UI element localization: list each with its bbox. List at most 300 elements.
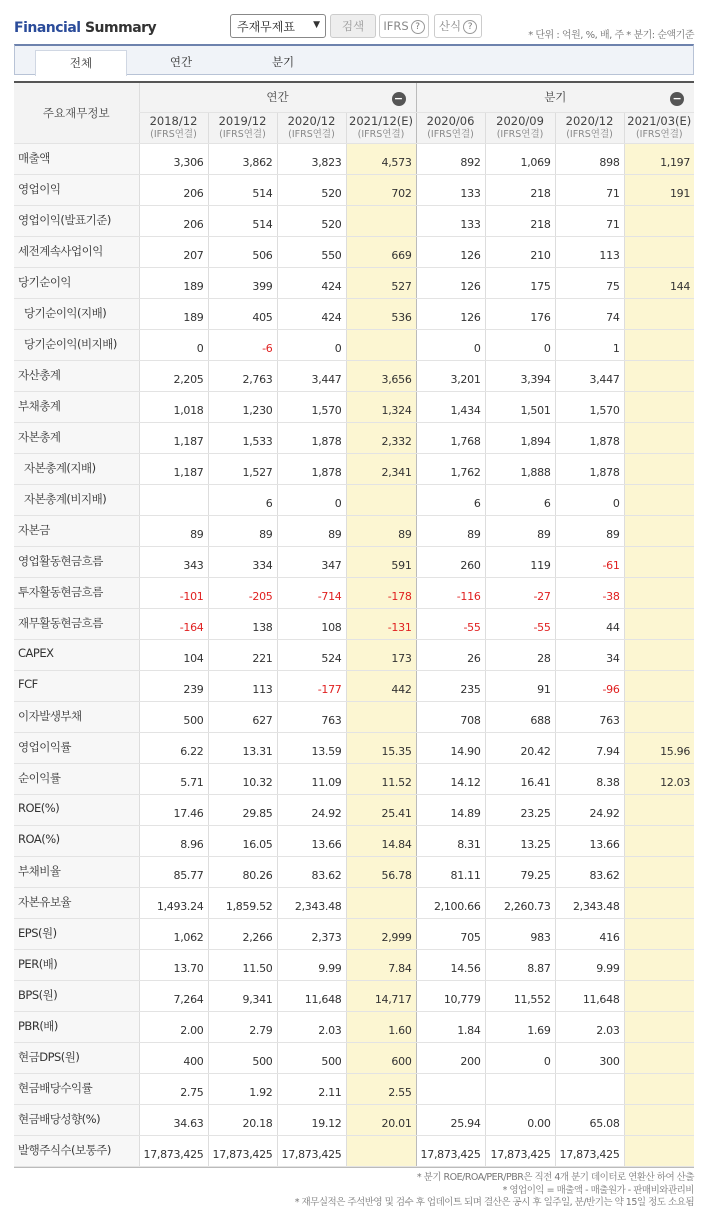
table-cell: 500 (139, 701, 208, 732)
ifrs-label: IFRS (383, 19, 409, 33)
table-cell: 17,873,425 (139, 1135, 208, 1166)
table-cell: 627 (208, 701, 277, 732)
row-label: 영업이익 (14, 174, 139, 205)
column-basis: (IFRS연결) (219, 128, 266, 140)
table-row (14, 608, 694, 639)
row-label: 발행주식수(보통주) (14, 1135, 139, 1166)
table-cell: 6 (416, 484, 485, 515)
table-cell: 536 (346, 298, 416, 329)
table-row (14, 732, 694, 763)
table-cell (346, 887, 416, 918)
table-cell: 343 (139, 546, 208, 577)
table-cell: -714 (277, 577, 346, 608)
period-tabs (14, 44, 694, 75)
table-cell: 1,324 (346, 391, 416, 422)
table-cell: 8.38 (555, 763, 624, 794)
table-cell: 11,648 (277, 980, 346, 1011)
table-row (14, 422, 694, 453)
table-cell: 8.96 (139, 825, 208, 856)
table-cell (624, 1104, 694, 1135)
table-row (14, 856, 694, 887)
summary-header (14, 14, 694, 44)
table-cell: 15.96 (624, 732, 694, 763)
ifrs-help-button[interactable] (379, 14, 429, 38)
table-cell: 705 (416, 918, 485, 949)
table-cell: 1,533 (208, 422, 277, 453)
table-cell: 1,768 (416, 422, 485, 453)
table-cell: 19.12 (277, 1104, 346, 1135)
column-header (416, 112, 485, 143)
table-cell: 89 (416, 515, 485, 546)
table-cell (624, 825, 694, 856)
table-cell: 2,205 (139, 360, 208, 391)
row-label: 순이익률 (14, 763, 139, 794)
table-cell: -38 (555, 577, 624, 608)
table-cell: 500 (208, 1042, 277, 1073)
table-cell: 24.92 (277, 794, 346, 825)
table-cell: -164 (139, 608, 208, 639)
table-cell: 514 (208, 205, 277, 236)
table-cell: 524 (277, 639, 346, 670)
table-cell (624, 205, 694, 236)
table-cell: 1,018 (139, 391, 208, 422)
table-cell (624, 1073, 694, 1104)
column-period: 2020/12 (287, 113, 336, 128)
table-cell: 80.26 (208, 856, 277, 887)
row-label: FCF (14, 670, 139, 701)
row-label: 당기순이익 (14, 267, 139, 298)
statement-select-value: 주재무제표 (237, 20, 295, 34)
table-cell: 9.99 (555, 949, 624, 980)
table-cell: 24.92 (555, 794, 624, 825)
table-cell: 1,878 (555, 453, 624, 484)
table-cell: 91 (485, 670, 555, 701)
table-cell: 3,201 (416, 360, 485, 391)
table-cell: 74 (555, 298, 624, 329)
tab-quarterly[interactable]: 분기 (271, 55, 295, 69)
table-cell: 89 (139, 515, 208, 546)
table-row (14, 205, 694, 236)
table-cell: 14.12 (416, 763, 485, 794)
column-basis: (IFRS연결) (496, 128, 544, 140)
table-cell: 17,873,425 (485, 1135, 555, 1166)
table-cell: 2.75 (139, 1073, 208, 1104)
table-cell: 11,552 (485, 980, 555, 1011)
table-cell: 1,570 (555, 391, 624, 422)
table-cell (624, 980, 694, 1011)
column-period: 2019/12 (218, 113, 267, 128)
table-cell: 2,260.73 (485, 887, 555, 918)
table-row (14, 546, 694, 577)
column-header (346, 112, 416, 143)
table-cell: 0 (139, 329, 208, 360)
table-cell: 3,447 (555, 360, 624, 391)
table-cell (624, 1011, 694, 1042)
column-header (485, 112, 555, 143)
table-cell: 424 (277, 298, 346, 329)
row-label: 현금DPS(원) (14, 1042, 139, 1073)
table-cell: 0.00 (485, 1104, 555, 1135)
table-cell: 221 (208, 639, 277, 670)
table-row (14, 577, 694, 608)
table-row (14, 825, 694, 856)
table-cell: 189 (139, 298, 208, 329)
table-cell: 71 (555, 205, 624, 236)
table-cell: -55 (416, 608, 485, 639)
table-cell: 17,873,425 (208, 1135, 277, 1166)
table-row (14, 1042, 694, 1073)
collapse-quarter-icon[interactable]: − (670, 92, 684, 106)
table-cell: 28 (485, 639, 555, 670)
table-cell: 17,873,425 (277, 1135, 346, 1166)
column-period: 2021/12(E) (349, 113, 414, 128)
column-basis: (IFRS연결) (566, 128, 613, 140)
table-cell: 85.77 (139, 856, 208, 887)
row-label: CAPEX (14, 639, 139, 670)
table-cell (624, 391, 694, 422)
table-row (14, 887, 694, 918)
table-cell: 2,373 (277, 918, 346, 949)
table-cell: 2.03 (555, 1011, 624, 1042)
table-cell: 16.41 (485, 763, 555, 794)
row-label: 당기순이익(비지배) (14, 329, 139, 360)
column-period: 2020/06 (426, 113, 475, 128)
table-cell: 399 (208, 267, 277, 298)
table-cell: 1,434 (416, 391, 485, 422)
table-cell: 144 (624, 267, 694, 298)
table-cell: 3,656 (346, 360, 416, 391)
collapse-annual-icon[interactable]: − (392, 92, 406, 106)
table-cell: 1.84 (416, 1011, 485, 1042)
table-cell: 1 (555, 329, 624, 360)
table-row (14, 794, 694, 825)
row-label: 부채총계 (14, 391, 139, 422)
table-row (14, 1073, 694, 1104)
annual-label: 연간 (266, 90, 289, 105)
table-cell: 8.31 (416, 825, 485, 856)
table-cell: 2.00 (139, 1011, 208, 1042)
formula-help-button[interactable] (434, 14, 482, 38)
table-row (14, 391, 694, 422)
table-cell: 300 (555, 1042, 624, 1073)
table-cell: 2.03 (277, 1011, 346, 1042)
table-cell (624, 856, 694, 887)
table-cell: 1,197 (624, 143, 694, 174)
table-cell: 3,862 (208, 143, 277, 174)
table-row (14, 639, 694, 670)
footnote: * 분기 ROE/ROA/PER/PBR은 직전 4개 분기 데이터로 연환산 하여 산출 (416, 1172, 694, 1183)
table-cell: 0 (555, 484, 624, 515)
table-cell (346, 701, 416, 732)
row-label: 자본총계 (14, 422, 139, 453)
column-header (555, 112, 624, 143)
table-cell: 708 (416, 701, 485, 732)
table-cell: 0 (485, 329, 555, 360)
financial-summary-table (14, 81, 694, 1167)
table-cell: 13.66 (277, 825, 346, 856)
table-cell: 2,343.48 (277, 887, 346, 918)
title-summary: Summary (84, 20, 157, 36)
table-cell: -55 (485, 608, 555, 639)
table-cell: 3,306 (139, 143, 208, 174)
table-cell: 1,493.24 (139, 887, 208, 918)
table-cell: 1,501 (485, 391, 555, 422)
row-label: 영업활동현금흐름 (14, 546, 139, 577)
table-cell: 25.94 (416, 1104, 485, 1135)
divider (14, 1167, 694, 1168)
table-cell: 6 (208, 484, 277, 515)
table-cell: 89 (555, 515, 624, 546)
row-label: 영업이익률 (14, 732, 139, 763)
statement-select[interactable] (230, 14, 326, 38)
table-cell: -61 (555, 546, 624, 577)
table-cell: 10.32 (208, 763, 277, 794)
column-basis: (IFRS연결) (635, 128, 683, 140)
table-cell: 520 (277, 205, 346, 236)
corner-label: 주요재무정보 (14, 82, 139, 143)
table-cell: 2,341 (346, 453, 416, 484)
table-cell: 14.84 (346, 825, 416, 856)
table-cell: 14.56 (416, 949, 485, 980)
row-label: 자본금 (14, 515, 139, 546)
table-cell (485, 1073, 555, 1104)
table-cell: 89 (485, 515, 555, 546)
table-cell: 138 (208, 608, 277, 639)
table-cell: -6 (208, 329, 277, 360)
table-cell: 1,527 (208, 453, 277, 484)
table-cell (624, 887, 694, 918)
table-cell: 12.03 (624, 763, 694, 794)
table-cell: 763 (277, 701, 346, 732)
row-label: 세전계속사업이익 (14, 236, 139, 267)
table-cell: 89 (208, 515, 277, 546)
table-cell: 176 (485, 298, 555, 329)
table-cell: 108 (277, 608, 346, 639)
table-cell: 9.99 (277, 949, 346, 980)
table-cell: 400 (139, 1042, 208, 1073)
table-cell: 2,100.66 (416, 887, 485, 918)
table-cell (624, 577, 694, 608)
table-cell: 763 (555, 701, 624, 732)
table-row (14, 453, 694, 484)
table-cell: 17,873,425 (416, 1135, 485, 1166)
table-cell: 2,763 (208, 360, 277, 391)
table-cell: 1,878 (555, 422, 624, 453)
table-cell: 405 (208, 298, 277, 329)
table-cell: 1.69 (485, 1011, 555, 1042)
table-cell: 56.78 (346, 856, 416, 887)
column-header (624, 112, 694, 143)
table-cell: 550 (277, 236, 346, 267)
question-icon: ? (463, 20, 477, 34)
table-cell: 1.60 (346, 1011, 416, 1042)
table-cell: 83.62 (555, 856, 624, 887)
table-cell: 424 (277, 267, 346, 298)
table-cell: 23.25 (485, 794, 555, 825)
row-label: 자본유보율 (14, 887, 139, 918)
table-cell: 104 (139, 639, 208, 670)
table-cell: -101 (139, 577, 208, 608)
table-cell: 207 (139, 236, 208, 267)
table-cell: 11.52 (346, 763, 416, 794)
table-cell: 189 (139, 267, 208, 298)
table-row (14, 143, 694, 174)
search-button[interactable]: 검색 (330, 14, 376, 38)
table-cell: 20.18 (208, 1104, 277, 1135)
table-row (14, 763, 694, 794)
table-cell: -205 (208, 577, 277, 608)
table-row (14, 670, 694, 701)
table-cell: 702 (346, 174, 416, 205)
table-cell: 15.35 (346, 732, 416, 763)
table-cell: 81.11 (416, 856, 485, 887)
table-cell: 347 (277, 546, 346, 577)
table-cell: 8.87 (485, 949, 555, 980)
table-cell (346, 484, 416, 515)
table-cell: 0 (277, 484, 346, 515)
table-cell: 13.31 (208, 732, 277, 763)
table-cell: 83.62 (277, 856, 346, 887)
page-title (14, 20, 156, 36)
tab-annual[interactable]: 연간 (169, 55, 193, 69)
table-cell: -131 (346, 608, 416, 639)
table-row (14, 515, 694, 546)
table-cell (624, 949, 694, 980)
table-cell: 218 (485, 174, 555, 205)
table-cell: 113 (555, 236, 624, 267)
table-cell: 11,648 (555, 980, 624, 1011)
footnote: * 영업이익 = 매출액 - 매출원가 - 판매비와관리비 (502, 1184, 694, 1196)
table-cell: 898 (555, 143, 624, 174)
table-cell (624, 794, 694, 825)
question-icon: ? (411, 20, 425, 34)
table-cell: 591 (346, 546, 416, 577)
row-label: 당기순이익(지배) (14, 298, 139, 329)
row-label: PBR(배) (14, 1011, 139, 1042)
table-row (14, 1011, 694, 1042)
quarter-label: 분기 (544, 90, 567, 105)
table-cell: 126 (416, 236, 485, 267)
table-cell: 9,341 (208, 980, 277, 1011)
column-header (277, 112, 346, 143)
table-cell: 1,878 (277, 422, 346, 453)
table-cell: 0 (277, 329, 346, 360)
table-cell: 206 (139, 205, 208, 236)
row-label: 부채비율 (14, 856, 139, 887)
table-cell: 1,230 (208, 391, 277, 422)
table-cell: 7,264 (139, 980, 208, 1011)
table-cell: 133 (416, 174, 485, 205)
table-cell: 119 (485, 546, 555, 577)
table-cell: 71 (555, 174, 624, 205)
table-cell: 113 (208, 670, 277, 701)
table-cell: 1,878 (277, 453, 346, 484)
table-cell: 133 (416, 205, 485, 236)
table-cell: 1,859.52 (208, 887, 277, 918)
tab-all[interactable]: 전체 (35, 50, 127, 76)
chevron-down-icon: ▼ (313, 20, 320, 30)
table-cell: 442 (346, 670, 416, 701)
table-cell: 983 (485, 918, 555, 949)
table-cell: 26 (416, 639, 485, 670)
table-cell: 25.41 (346, 794, 416, 825)
row-label: ROA(%) (14, 825, 139, 856)
table-cell: 14.90 (416, 732, 485, 763)
table-cell: 17.46 (139, 794, 208, 825)
table-cell: -96 (555, 670, 624, 701)
column-period: 2018/12 (149, 113, 198, 128)
table-cell (624, 546, 694, 577)
row-label: 자본총계(비지배) (14, 484, 139, 515)
table-cell: 126 (416, 298, 485, 329)
table-row (14, 329, 694, 360)
table-cell: 239 (139, 670, 208, 701)
table-cell (624, 236, 694, 267)
table-cell: 7.94 (555, 732, 624, 763)
row-label: 자본총계(지배) (14, 453, 139, 484)
row-label: 영업이익(발표기준) (14, 205, 139, 236)
table-row (14, 360, 694, 391)
table-cell: 29.85 (208, 794, 277, 825)
table-cell: 1,888 (485, 453, 555, 484)
table-cell: 2,266 (208, 918, 277, 949)
table-cell (624, 639, 694, 670)
column-basis: (IFRS연결) (150, 128, 197, 140)
table-cell: 1,570 (277, 391, 346, 422)
table-cell: 34 (555, 639, 624, 670)
table-cell (624, 422, 694, 453)
table-cell: -116 (416, 577, 485, 608)
column-basis: (IFRS연결) (357, 128, 405, 140)
row-label: BPS(원) (14, 980, 139, 1011)
table-cell (416, 1073, 485, 1104)
table-cell (346, 1135, 416, 1166)
column-period: 2020/09 (496, 113, 544, 128)
table-cell: 7.84 (346, 949, 416, 980)
row-label: 현금배당수익률 (14, 1073, 139, 1104)
table-cell: 20.01 (346, 1104, 416, 1135)
table-row (14, 701, 694, 732)
row-label: 매출액 (14, 143, 139, 174)
column-header (208, 112, 277, 143)
table-cell (624, 918, 694, 949)
table-cell: 20.42 (485, 732, 555, 763)
table-cell: 175 (485, 267, 555, 298)
formula-label: 산식 (438, 19, 462, 33)
table-row (14, 484, 694, 515)
row-label: 현금배당성향(%) (14, 1104, 139, 1135)
table-cell: 600 (346, 1042, 416, 1073)
table-cell: 13.25 (485, 825, 555, 856)
table-cell: -177 (277, 670, 346, 701)
table-cell (624, 1135, 694, 1166)
table-cell: 5.71 (139, 763, 208, 794)
table-cell: 79.25 (485, 856, 555, 887)
table-cell: 11.09 (277, 763, 346, 794)
table-cell (624, 670, 694, 701)
title-financial: Financial (14, 20, 81, 36)
table-cell: 1,187 (139, 453, 208, 484)
table-cell: 2.11 (277, 1073, 346, 1104)
table-row (14, 918, 694, 949)
table-cell: 13.59 (277, 732, 346, 763)
table-cell: 14,717 (346, 980, 416, 1011)
unit-note: * 단위 : 억원, %, 배, 주 * 분기: 순액기준 (528, 30, 694, 41)
table-cell: 34.63 (139, 1104, 208, 1135)
table-cell: 126 (416, 267, 485, 298)
table-cell: 17,873,425 (555, 1135, 624, 1166)
table-cell: 191 (624, 174, 694, 205)
